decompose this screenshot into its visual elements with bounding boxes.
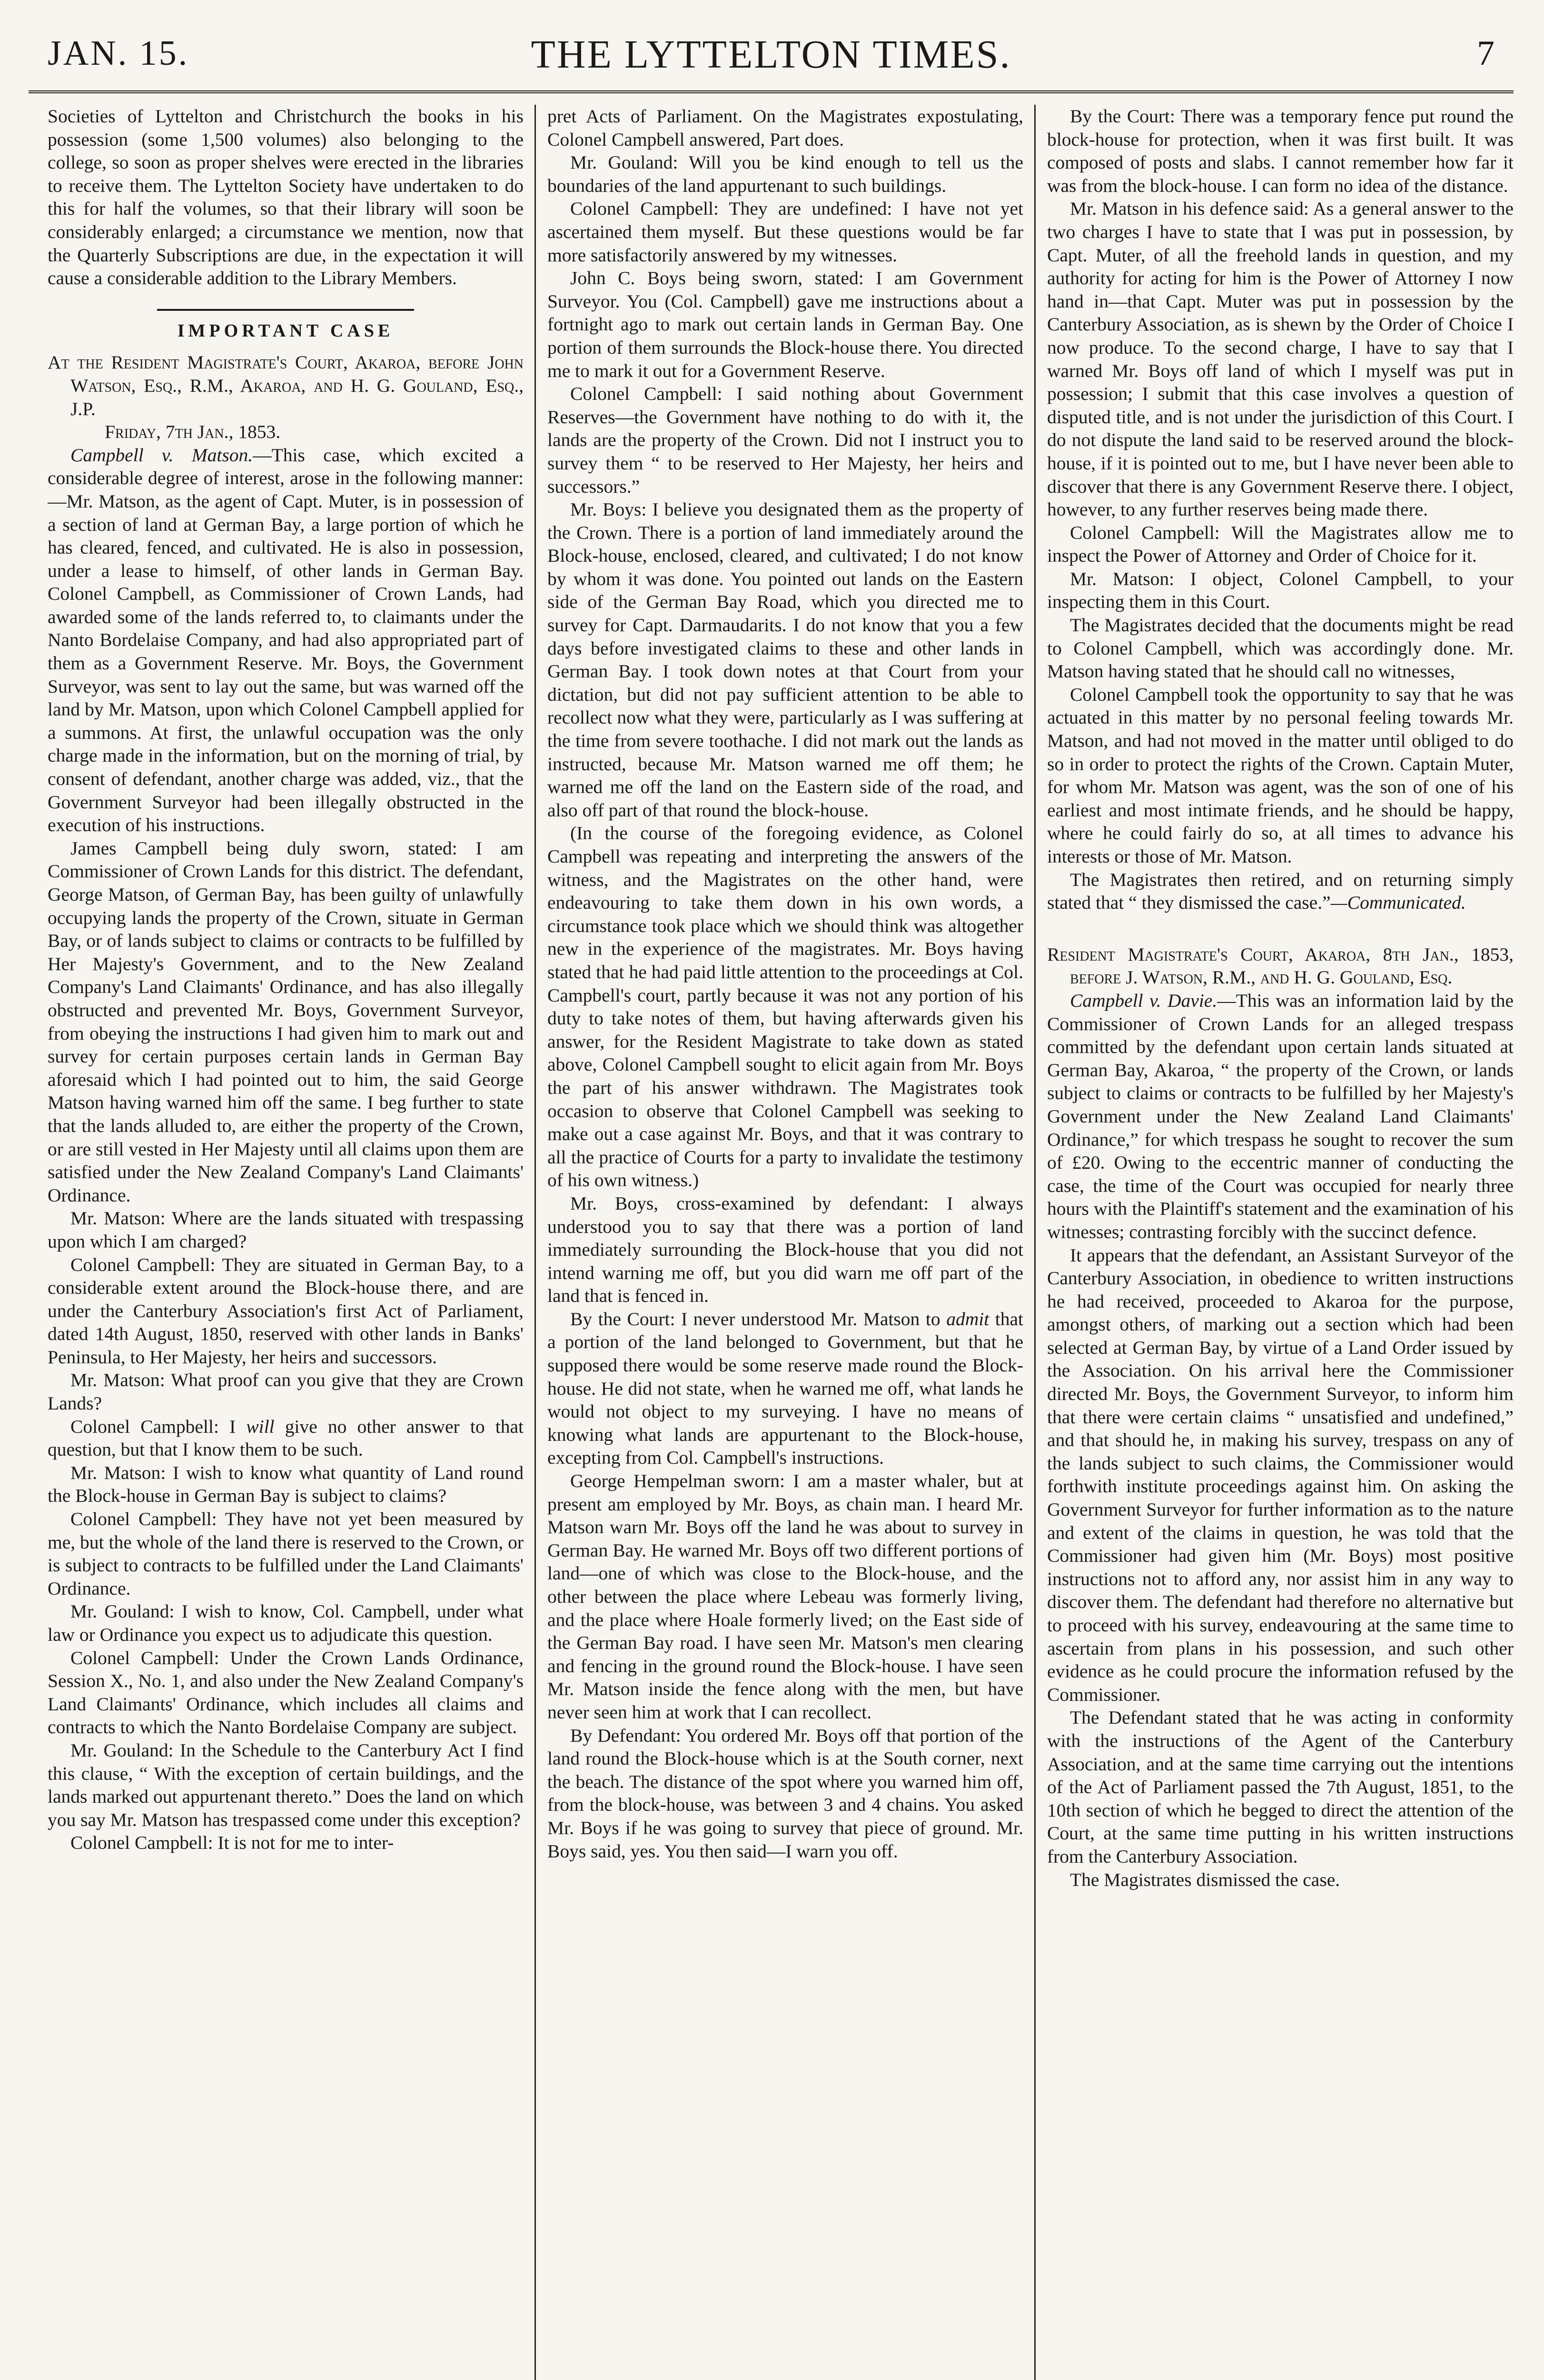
campbell-answer-1: Colonel Campbell: They are situated in German Bay, to a considerable extent around the Block-house there, and are under the Canterbury Association's first Act of Parliament, dated 14th August, 1850, reserved with other lands in Banks' Peninsula, to Her Majesty, her heirs and successors. xyxy=(48,1254,524,1368)
matson-question-2: Mr. Matson: What proof can you give that they are Crown Lands? xyxy=(48,1369,524,1414)
second-case-facts: It appears that the defendant, an Assistant Surveyor of the Canterbury Association, in obedience to written instructions he had received, proceeded to Akaroa for the purpose, amongst others, of marking out a section which had been selected at German Bay, by virtue of a Land Order issued by the Association. On his arrival here the Commissioner directed Mr. Boys, the Government Surveyor, to inform him that there were certain claims “ unsatisfied and undefined,” and that should he, in making his survey, trespass on any of the lands subject to such claims, the Commissioner would forthwith institute proceedings against him. On asking the Government Surveyor for further information as to the nature and extent of the claims in question, he was told that the Commissioner had given him (Mr. Boys) most positive instructions not to afford any, nor assist him in any way to discover them. The defendant had therefore no alternative but to proceed with his survey, endeavouring at the same time to ascertain from plans in his possession, and such other evidence as he could procure the information refused by the Commissioner. xyxy=(1047,1244,1514,1705)
matson-objection: Mr. Matson: I object, Colonel Campbell, to your inspecting them in this Court. xyxy=(1047,568,1514,613)
matson-defence: Mr. Matson in his defence said: As a general answer to the two charges I have to state that I was put in possession, by Capt. Muter, of all the freehold lands in question, and my authority for acting for him is the Power of Attorney I now hand in—that Capt. Muter was put in possession by the Canterbury Association, as is shewn by the Order of Choice I now produce. To the second charge, I have to say that I warned Mr. Boys off land of which I myself was put in possession; I submit that this case involves a question of disputed title, and is not under the jurisdiction of this Court. I do not dispute the land said to be reserved around the block-house, if it is pointed out to me, but I have never been able to discover that there is any Government Reserve there. I object, however, to any further reserves being made there. xyxy=(1047,198,1514,520)
by-court-emphasis: admit xyxy=(946,1308,990,1329)
boys-sworn: John C. Boys being sworn, stated: I am Government Surveyor. You (Col. Campbell) gave me instructions about a fortnight ago to mark out certain lands in German Bay. One portion of them surrounds the Block-house there. You directed me to mark it out for a Government Reserve. xyxy=(547,268,1023,381)
gouland-question-3: Mr. Gouland: Will you be kind enough to tell us the boundaries of the land appurtenant to such buildings. xyxy=(547,152,1023,196)
column-1 xyxy=(48,105,524,2380)
page-number: 7 xyxy=(1477,34,1495,73)
campbell-testimony: James Campbell being duly sworn, stated: I am Commissioner of Crown Lands for this district. The defendant, George Matson, of German Bay, has been guilty of unlawfully occupying lands the property of the Crown, situate in German Bay, or of lands subject to claims or contracts to be fulfilled by Her Majesty's Government, and to the New Zealand Company's Land Claimants' Ordinance, and has also illegally obstructed and prevented Mr. Boys, Government Surveyor, from obeying the instructions I had given him to mark out and survey for certain purposes certain lands in German Bay aforesaid which I had pointed out to him, the said George Matson having warned him off the same. I beg further to state that the lands alluded to, are either the property of the Crown, or are still vested in Her Majesty until all claims upon them are satisfied under the New Zealand Company's Land Claimants' Ordinance. xyxy=(48,837,524,1206)
answer-2-rest: give no other answer to that question, but that I know them to be such. xyxy=(48,1416,524,1460)
second-case-text: —This was an information laid by the Commissioner of Crown Lands for an alleged trespass committed by the defendant upon certain lands situated at German Bay, Akaroa, “ the property of the Crown, or lands subject to claims or contracts to be fulfilled by her Majesty's Government under the New Zealand Land Claimants' Ordinance,” for which trespass he sought to recover the sum of £20. Owing to the eccentric manner of conducting the case, the time of the Court was occupied for nearly three hours with the Plaintiff's statement and the examination of his witnesses; contrasting forcibly with the succinct defence. xyxy=(1047,990,1514,1242)
answer-2-lead: Colonel Campbell: I xyxy=(70,1416,247,1437)
second-case-dismissed: The Magistrates dismissed the case. xyxy=(1070,1869,1340,1890)
issue-date: JAN. 15. xyxy=(48,34,189,73)
matson-question-3: Mr. Matson: I wish to know what quantity of Land round the Block-house in German Bay is subject to claims? xyxy=(48,1462,524,1507)
section-divider xyxy=(157,309,414,311)
hempelman-by-defendant: By Defendant: You ordered Mr. Boys off that portion of the land round the Block-house which is at the South corner, next the beach. The distance of the spot where you warned him off, from the block-house, was between 3 and 4 chains. You asked Mr. Boys if he was going to survey that piece of ground. Mr. Boys said, yes. You then said—I warn you off. xyxy=(547,1725,1023,1862)
campbell-answer-3: Colonel Campbell: They have not yet been measured by me, but the whole of the land there is reserved to the Crown, or is subject to contracts to be fulfilled under the Land Claimants' Ordinance. xyxy=(48,1508,524,1599)
second-case-intro xyxy=(1047,989,1514,1244)
second-court-line: Resident Magistrate's Court, Akaroa, 8th Jan., 1853, before J. Watson, R.M., and H. G. Gouland, Esq. xyxy=(1047,943,1514,988)
column-rule-2 xyxy=(1034,105,1036,2380)
answer-2-emphasis: will xyxy=(246,1416,275,1437)
article-heading: IMPORTANT CASE xyxy=(177,320,394,341)
campbell-interjection: Colonel Campbell: I said nothing about Government Reserves—the Government have nothing to do with it, the lands are the property of the Crown. Did not I instruct you to survey them “ to be reserved to Her Majesty, her heirs and successors.” xyxy=(547,383,1023,497)
case-intro-text: —This case, which excited a considerable degree of interest, arose in the following manner:—Mr. Matson, as the agent of Capt. Muter, is in possession of a section of land at German Bay, a large portion of which he has cleared, fenced, and cultivated. He is also in possession, under a lease to himself, of other lands in German Bay. Colonel Campbell, as Commissioner of Crown Lands, had awarded some of the lands referred to, to claimants under the Nanto Bordelaise Company, and had also appropriated part of them as a Government Reserve. Mr. Boys, the Government Surveyor, was sent to lay out the same, but was warned off the land by Mr. Matson, upon which Colonel Campbell applied for a summons. At first, the unlawful occupation was the only charge made in the information, but on the morning of trial, by consent of defendant, another charge was added, viz., that the Government Surveyor had been illegally obstructed in the execution of his instructions. xyxy=(48,444,524,836)
dismissed-text: The Magistrates then retired, and on returning simply stated that “ they dismissed the case.” xyxy=(1047,869,1514,913)
communicated-credit: —Communicated. xyxy=(1330,892,1466,913)
campbell-answer-4: Colonel Campbell: Under the Crown Lands Ordinance, Session X., No. 1, and also under the New Zealand Company's Land Claimants' Ordinance, which includes all claims and contracts to which the Nanto Bordelaise Company are subject. xyxy=(48,1647,524,1738)
by-court-rest: that a portion of the land belonged to Government, but that he supposed there would be some reserve made round the Block-house. He did not state, when he warned me off, what lands he would not object to my surveying. I have no means of knowing what lands are appurtenant to the Block-house, excepting from Col. Campbell's instructions. xyxy=(547,1308,1023,1468)
campbell-answer-2 xyxy=(48,1415,524,1461)
campbell-request: Colonel Campbell: Will the Magistrates allow me to inspect the Power of Attorney and Order of Choice for it. xyxy=(1047,522,1514,566)
gouland-question-1: Mr. Gouland: I wish to know, Col. Campbell, under what law or Ordinance you expect us to adjudicate this question. xyxy=(48,1601,524,1645)
second-case-name: Campbell v. Davie. xyxy=(1070,990,1217,1011)
by-court-lead: By the Court: I never understood Mr. Matson to xyxy=(570,1308,947,1329)
defendant-statement: The Defendant stated that he was acting in conformity with the instructions of the Agent of the Canterbury Association, and at the same time carrying out the intentions of the Act of Parliament passed the 7th August, 1851, to the 10th section of which he begged to direct the attention of the Court, at the same time putting in his written instructions from the Canterbury Association. xyxy=(1047,1707,1514,1867)
editorial-aside: (In the course of the foregoing evidence, as Colonel Campbell was repeating and interpreting the answers of the witness, and the Magistrates on the other hand, were endeavouring to take them down in his own words, a circumstance took place which we should think was altogether new in the experience of the magistrates. Mr. Boys having stated that he had paid little attention to the proceedings at Col. Campbell's court, partly because it was not any portion of his duty to take notes of them, but having afterwards given his answer, for the Resident Magistrate to take down as stated above, Colonel Campbell sought to elicit again from Mr. Boys the part of his answer withdrawn. The Magistrates took occasion to observe that Colonel Campbell was seeking to make out a case against Mr. Boys, and that it was contrary to all the practice of Courts for a party to invalidate the testimony of his own witness.) xyxy=(547,823,1023,1191)
hempelman-testimony: George Hempelman sworn: I am a master whaler, but at present am employed by Mr. Boys, as chain man. I heard Mr. Matson warn Mr. Boys off the land he was about to survey in German Bay. He warned Mr. Boys off two different portions of land—one of which was close to the Block-house, and the other between the place where Lebeau was formerly living, and the place where Hoale formerly lived; on the East side of the German Bay road. I have seen Mr. Matson's men clearing and fencing in the ground round the Block-house. I have seen Mr. Matson inside the fence along with the men, but have never seen him at work that I can recollect. xyxy=(547,1470,1023,1723)
column-rule-1 xyxy=(534,105,536,2380)
continued-paragraph: pret Acts of Parliament. On the Magistrates expostulating, Colonel Campbell answered, Part does. xyxy=(547,106,1023,150)
hempelman-by-court: By the Court: There was a temporary fence put round the block-house for protection, when it was first built. It was composed of posts and slabs. I cannot remember how far it was from the block-house. I can form no idea of the distance. xyxy=(1047,106,1514,196)
case-dismissed xyxy=(1047,868,1514,914)
section-gap xyxy=(1047,914,1514,943)
column-2 xyxy=(547,105,1023,2380)
magistrates-decision: The Magistrates decided that the documents might be read to Colonel Campbell, which was accordingly done. Mr. Matson having stated that he should call no witnesses, xyxy=(1047,615,1514,682)
campbell-answer-5: Colonel Campbell: It is not for me to inter- xyxy=(70,1832,394,1854)
court-line: At the Resident Magistrate's Court, Akaroa, before John Watson, Esq., R.M., Akaroa, and H. G. Gouland, Esq., J.P. xyxy=(48,352,524,419)
masthead xyxy=(29,19,1514,93)
matson-question-1: Mr. Matson: Where are the lands situated with trespassing upon which I am charged? xyxy=(48,1208,524,1252)
library-paragraph: Societies of Lyttelton and Christchurch the books in his possession (some 1,500 volumes) also belonging to the college, so soon as proper shelves were erected in the libraries to receive them. The Lyttelton Society have undertaken to do this for half the volumes, so that their library will soon be considerably enlarged; a circumstance we mention, now that the Quarterly Subscriptions are due, in the expectation it will cause a considerable addition to the Library Members. xyxy=(48,106,524,289)
column-3 xyxy=(1047,105,1514,2380)
newspaper-title: THE LYTTELTON TIMES. xyxy=(531,32,1011,77)
campbell-answer-6: Colonel Campbell: They are undefined: I have not yet ascertained them myself. But these questions would be far more satisfactorily answered by my witnesses. xyxy=(547,198,1023,266)
case-name: Campbell v. Matson. xyxy=(70,444,253,466)
newspaper-page xyxy=(29,19,1514,2380)
boys-cross-examined: Mr. Boys, cross-examined by defendant: I always understood you to say that there was a portion of land immediately surrounding the Block-house that you did not intend warning me off, but you did warn me off part of the land that is fenced in. xyxy=(547,1192,1023,1307)
boys-by-court xyxy=(547,1308,1023,1469)
case-intro xyxy=(48,444,524,837)
gouland-question-2: Mr. Gouland: In the Schedule to the Canterbury Act I find this clause, “ With the exception of certain buildings, and the lands marked out appurtenant thereto.” Does the land on which you say Mr. Matson has trespassed come under this exception? xyxy=(48,1739,524,1830)
boys-testimony: Mr. Boys: I believe you designated them as the property of the Crown. There is a portion of land immediately around the Block-house, enclosed, cleared, and cultivated; I do not know by whom it was done. You pointed out lands on the Eastern side of the German Bay Road, which you directed me to survey for Capt. Darmaudarits. I do not know that you a few days before investigated claims to these and other lands in German Bay. I took down notes at that Court from your dictation, but did not pay sufficient attention to be able to recollect now what they were, particularly as I was suffering at the time from severe toothache. I did not mark out the lands as instructed, because Mr. Matson warned me off them; he warned me off the land on the Eastern side of the road, and also off part of that round the block-house. xyxy=(547,499,1023,821)
date-line: Friday, 7th Jan., 1853. xyxy=(105,421,281,443)
campbell-statement: Colonel Campbell took the opportunity to say that he was actuated in this matter by no personal feeling towards Mr. Matson, and had not moved in the matter until obliged to do so in order to protect the rights of the Crown. Captain Muter, for whom Mr. Matson was agent, was the son of one of his earliest and most intimate friends, and he should be happy, where he could fairly do so, at all times to advance his interests or those of Mr. Matson. xyxy=(1047,684,1514,867)
